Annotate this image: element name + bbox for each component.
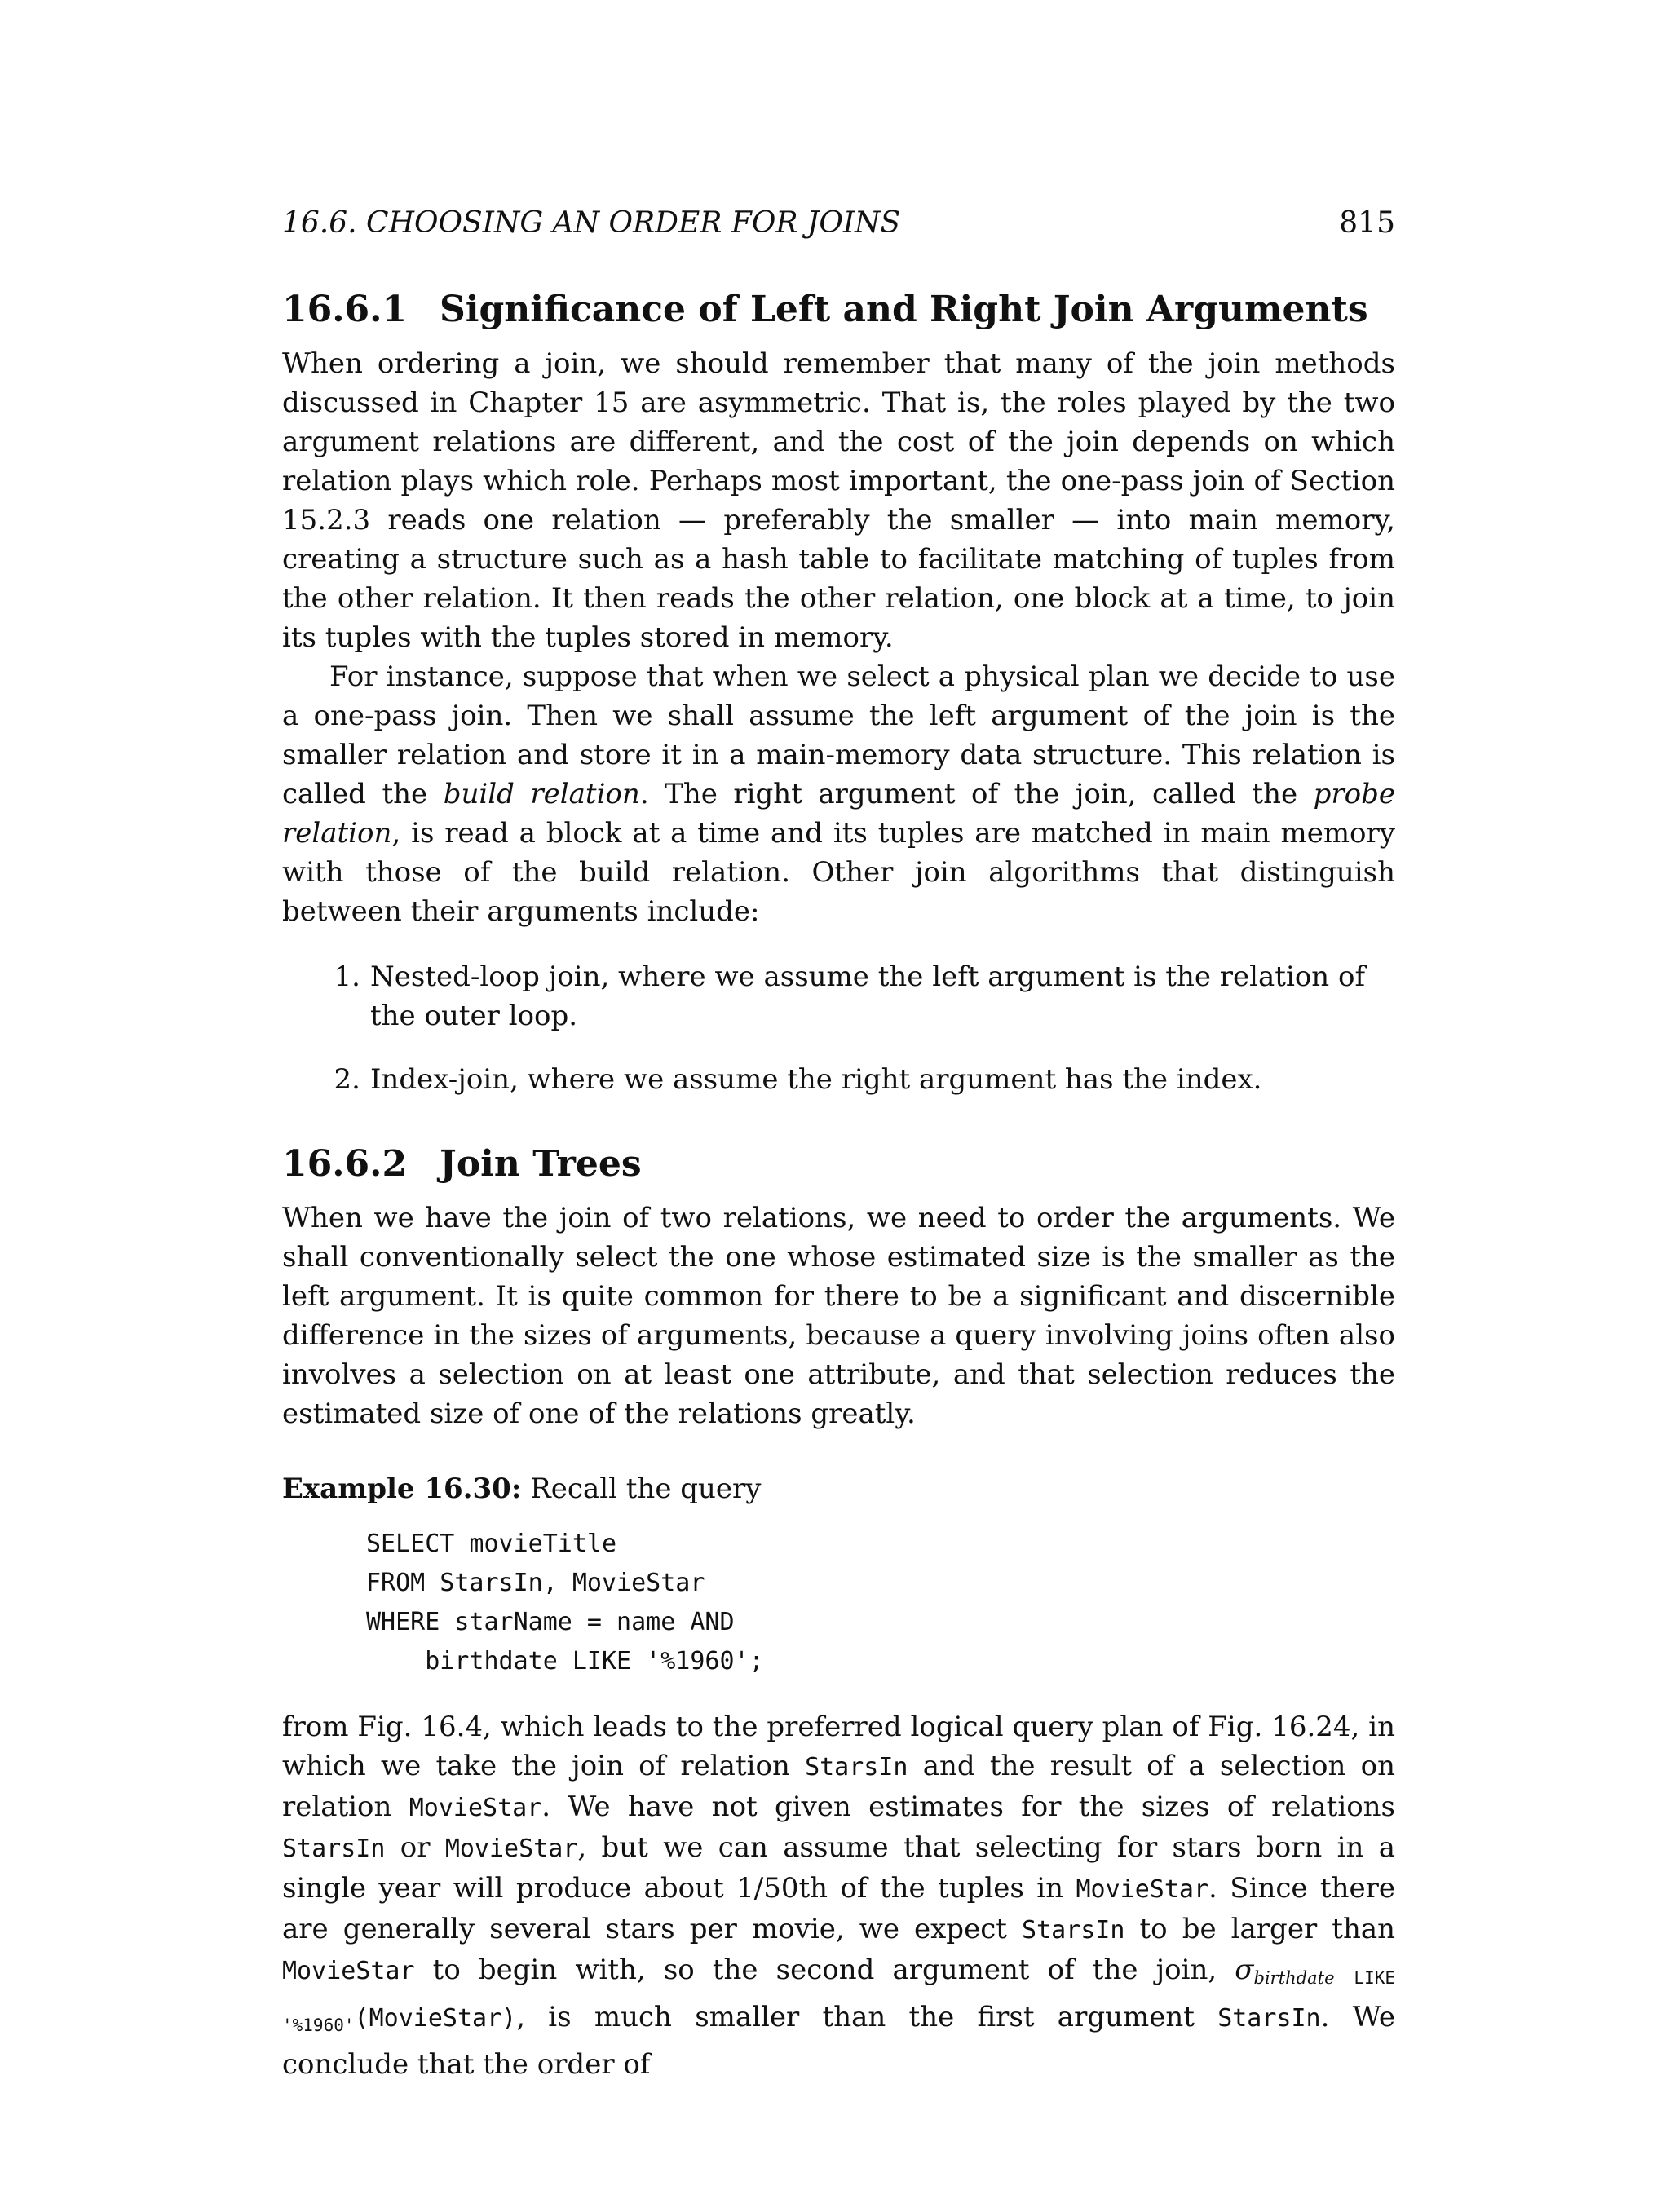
page [282,204,1395,2084]
example-intro: Recall the query [521,1472,762,1505]
list-marker: 2. [334,1063,360,1096]
term-build-relation: build relation [443,778,640,810]
selection-condition: birthdate LIKE '%1960' [282,1968,1396,2035]
code-starsin: StarsIn [805,1753,908,1782]
section-title: Join Trees [440,1143,642,1185]
example-16-30 [282,1469,1395,1508]
code-starsin: StarsIn [1021,1916,1125,1945]
list-item-text: Nested-loop join, where we assume the left argument is the relation of the outer loop. [370,960,1366,1032]
section-heading-16-6-1 [282,285,1395,334]
code-moviestar: MovieStar [1076,1875,1209,1904]
section-title: Significance of Left and Right Join Arguments [440,289,1368,330]
list-marker: 1. [334,960,360,993]
paragraph: When we have the join of two relations, we need to order the arguments. We shall conventionally select the one whose estimated size is the smaller as the left argument. It is quite common for there to be a significant and discernible difference in the sizes of arguments, because a query involving joins often also involves a selection on at least one attribute, and that selection reduces the estimated size of one of the relations greatly. [282,1202,1395,1430]
list-item [282,1060,1395,1099]
paragraph: When ordering a join, we should remember that many of the join methods discussed in Chapter 15 are asymmetric. That is, the roles played by the two argument relations are different, and the cost of the join depends on which relation plays which role. Perhaps most important, the one-pass join of Section 15.2.3 reads one relation — preferably the smaller — into main memory, creating a structure such as a hash table to facilitate matching of tuples from the other relation. It then reads the other relation, one block at a time, to join its tuples with the tuples stored in memory. [282,347,1395,654]
term-probe-relation: probe relation [282,778,1396,850]
example-label: Example 16.30: [282,1472,522,1505]
sigma-symbol: σ [1235,1954,1254,1986]
running-header [282,204,1395,243]
code-moviestar: MovieStar [444,1835,578,1863]
paragraph: from Fig. 16.4, which leads to the preferred logical query plan of Fig. 16.24, in which we take the join of relation StarsIn and the result of a selection on relation MovieStar. We have not given estimates for the sizes of relations StarsIn or MovieStar, but we can assume that selecting for stars born in a single year will produce about 1/50th of the tuples in MovieStar. Since there are generally several stars per movie, we expect StarsIn to be larger than MovieStar to begin with, so the second argument of the join, $\sigma_{birthdate LIKE '\%1960'}(MovieStar)$, is much smaller than the first argument StarsIn. We conclude that the order of [282,1711,1396,2081]
section-number: 16.6.1 [282,289,408,330]
sql-query-code: SELECT movieTitle FROM StarsIn, MovieStar WHERE starName = name AND birthdate LIKE '%1960'; [366,1530,764,1676]
join-algorithm-list [282,957,1395,1099]
paragraph: For instance, suppose that when we select a physical plan we decide to use a one-pass join. Then we shall assume the left argument of the join is the smaller relation and store it in a main-memory data structure. This relation is called the build relation. The right argument of the join, called the probe relation, is read a block at a time and its tuples are matched in main memory with those of the build relation. Other join algorithms that distinguish between their arguments include: [282,660,1396,928]
section-number: 16.6.2 [282,1143,408,1185]
running-title: 16.6. CHOOSING AN ORDER FOR JOINS [282,206,901,240]
code-moviestar: MovieStar [282,1957,415,1985]
list-item-text: Index-join, where we assume the right argument has the index. [370,1063,1262,1096]
list-item [282,957,1395,1035]
code-moviestar-arg: (MovieStar) [354,2004,517,2033]
code-starsin: StarsIn [282,1835,386,1863]
section-heading-16-6-2 [282,1140,1395,1189]
page-number: 815 [1339,206,1395,240]
code-starsin: StarsIn [1217,2004,1321,2033]
code-moviestar: MovieStar [409,1794,542,1822]
